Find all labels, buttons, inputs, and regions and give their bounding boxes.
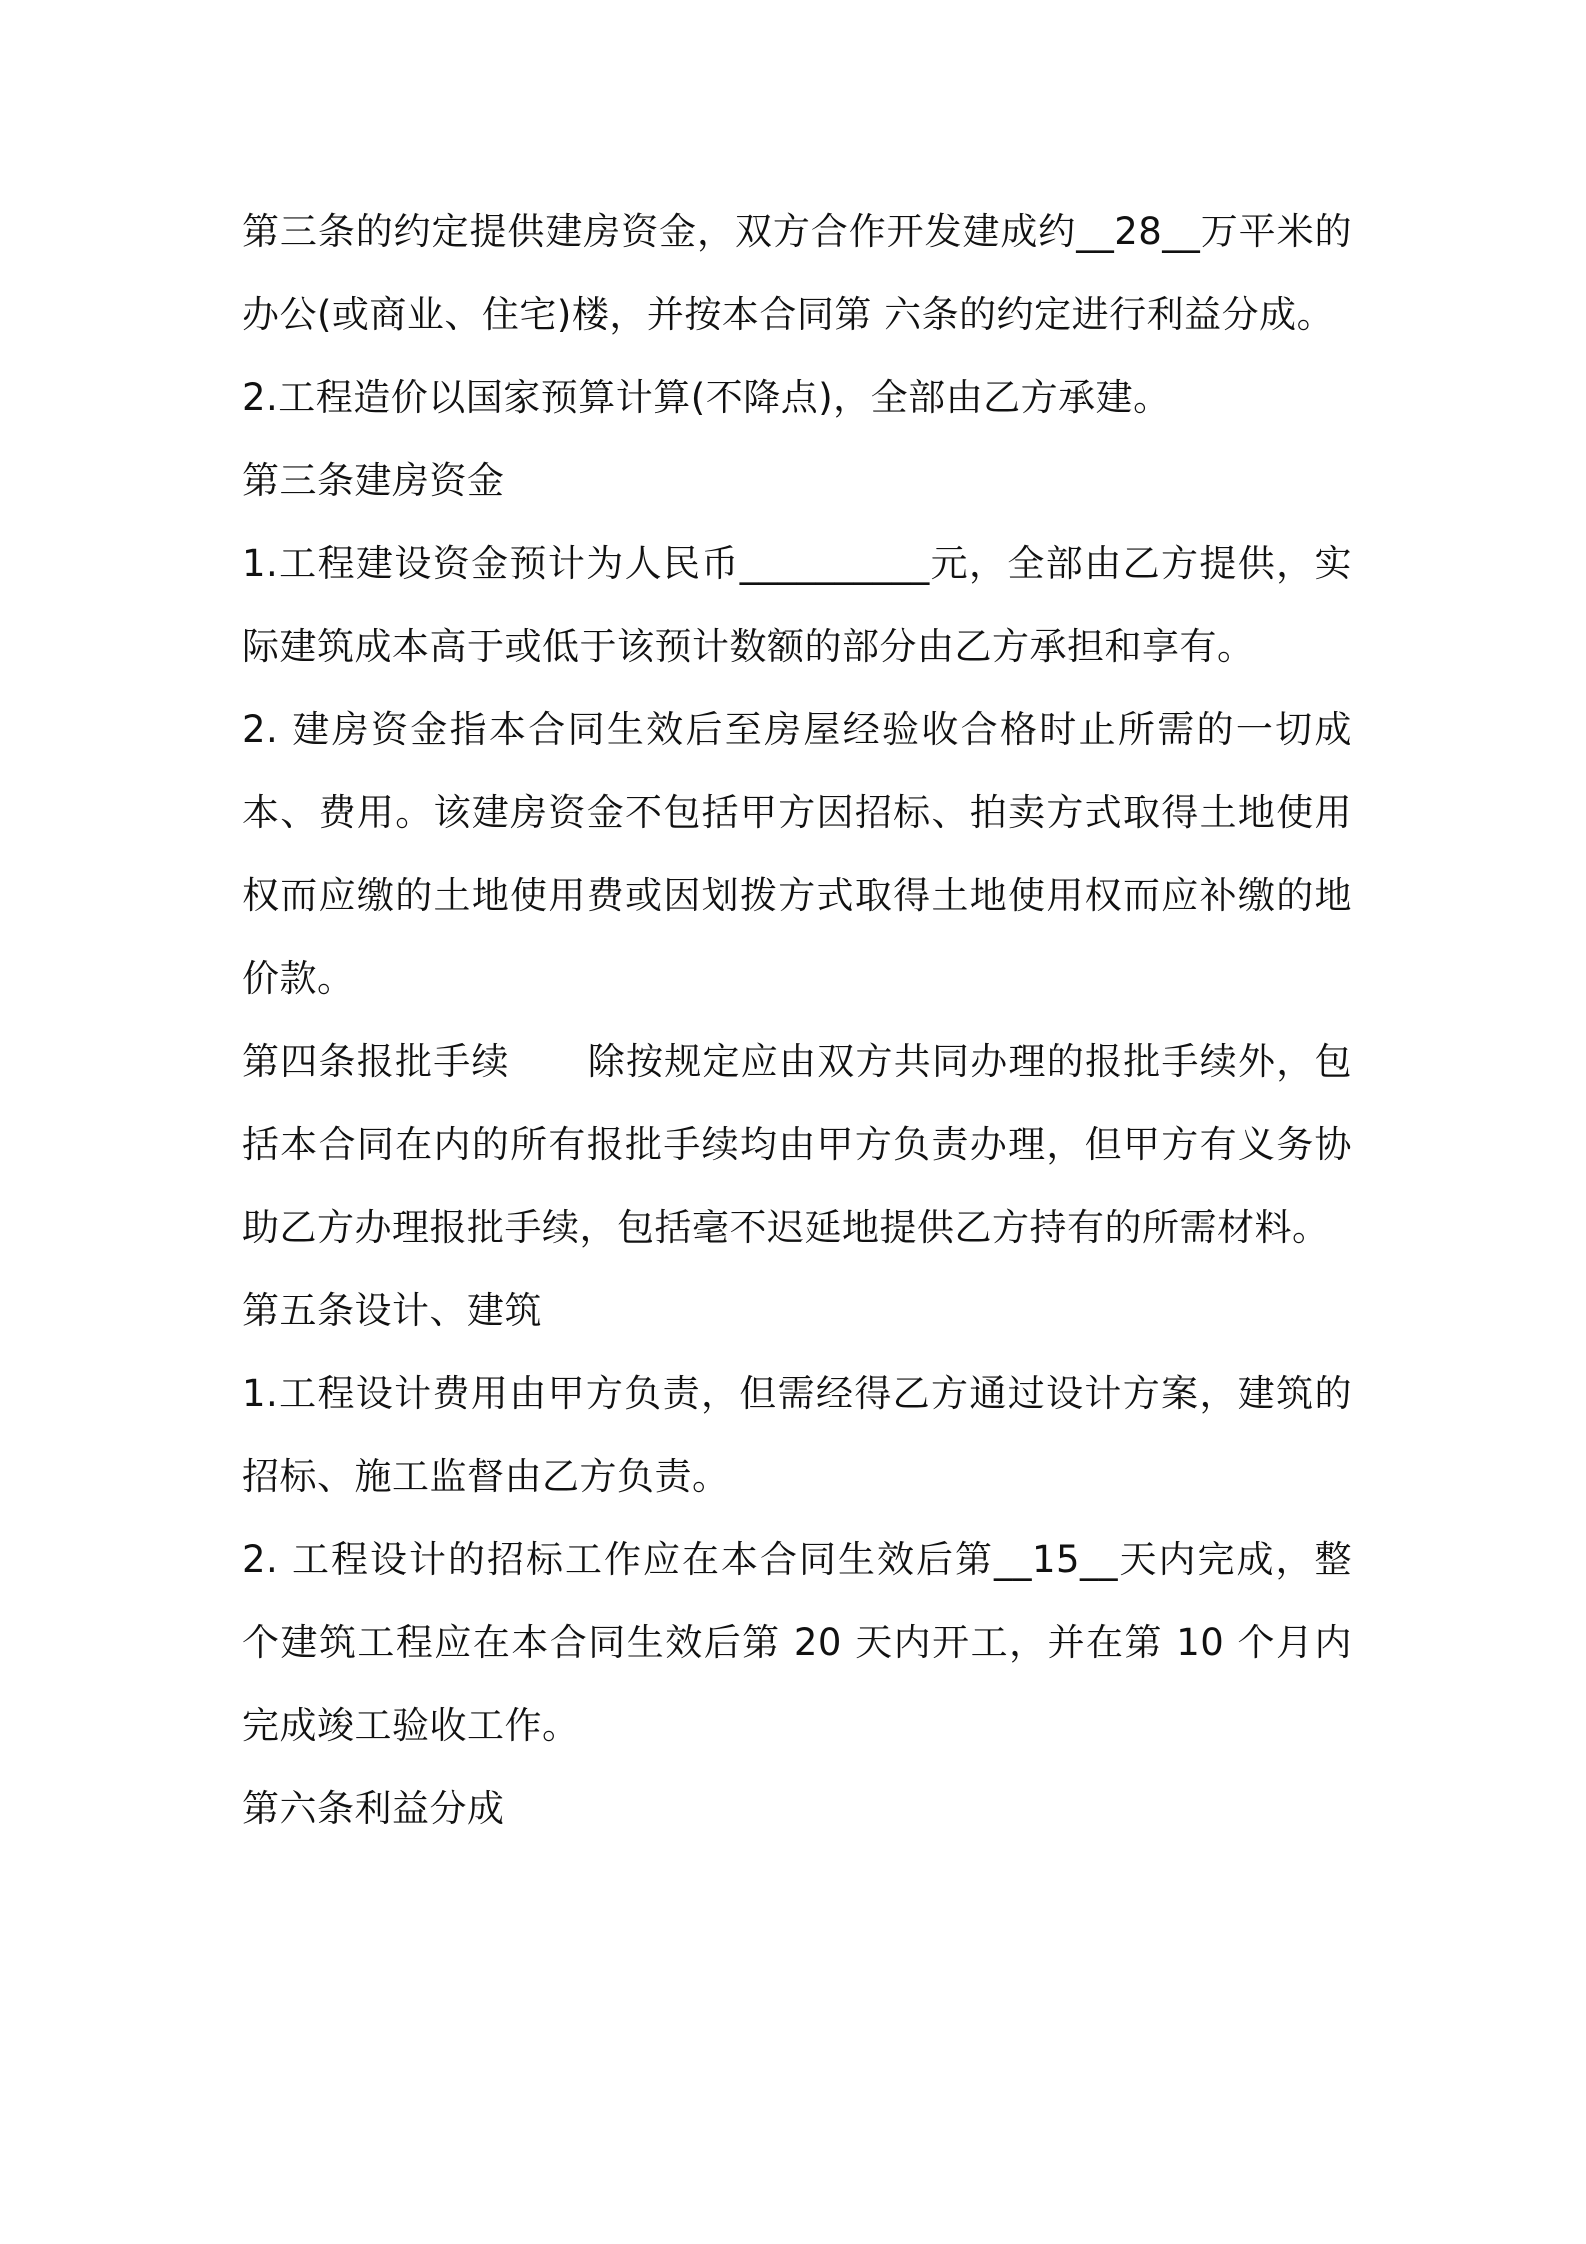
paragraph-article3-continuation: 第三条的约定提供建房资金，双方合作开发建成约__28__万平米的办公(或商业、住宅)楼，并按本合同第 六条的约定进行利益分成。	[242, 210, 1352, 336]
paragraph-article4-approval: 第四条报批手续 除按规定应由双方共同办理的报批手续外，包括本合同在内的所有报批手续均由甲方负责办理，但甲方有义务协助乙方办理报批手续，包括毫不迟延地提供乙方持有的所需材料。	[242, 1040, 1352, 1249]
paragraph-funds-estimate: 1.工程建设资金预计为人民币__________元，全部由乙方提供，实际建筑成本高于或低于该预计数额的部分由乙方承担和享有。	[242, 542, 1352, 668]
heading-article6-profit: 第六条利益分成	[242, 1787, 505, 1830]
document-body	[242, 190, 1352, 1850]
paragraph-design-fee: 1.工程设计费用由甲方负责，但需经得乙方通过设计方案，建筑的招标、施工监督由乙方负责。	[242, 1372, 1352, 1498]
paragraph-cost-basis: 2.工程造价以国家预算计算(不降点)，全部由乙方承建。	[242, 376, 1171, 419]
heading-article5-design: 第五条设计、建筑	[242, 1289, 542, 1332]
paragraph-schedule: 2. 工程设计的招标工作应在本合同生效后第__15__天内完成，整个建筑工程应在本合同生效后第 20 天内开工，并在第 10 个月内完成竣工验收工作。	[242, 1538, 1352, 1747]
paragraph-funds-definition: 2. 建房资金指本合同生效后至房屋经验收合格时止所需的一切成本、费用。该建房资金不包括甲方因招标、拍卖方式取得土地使用权而应缴的土地使用费或因划拨方式取得土地使用权而应补缴的地价款。	[242, 708, 1352, 1000]
heading-article3-funds: 第三条建房资金	[242, 459, 505, 502]
